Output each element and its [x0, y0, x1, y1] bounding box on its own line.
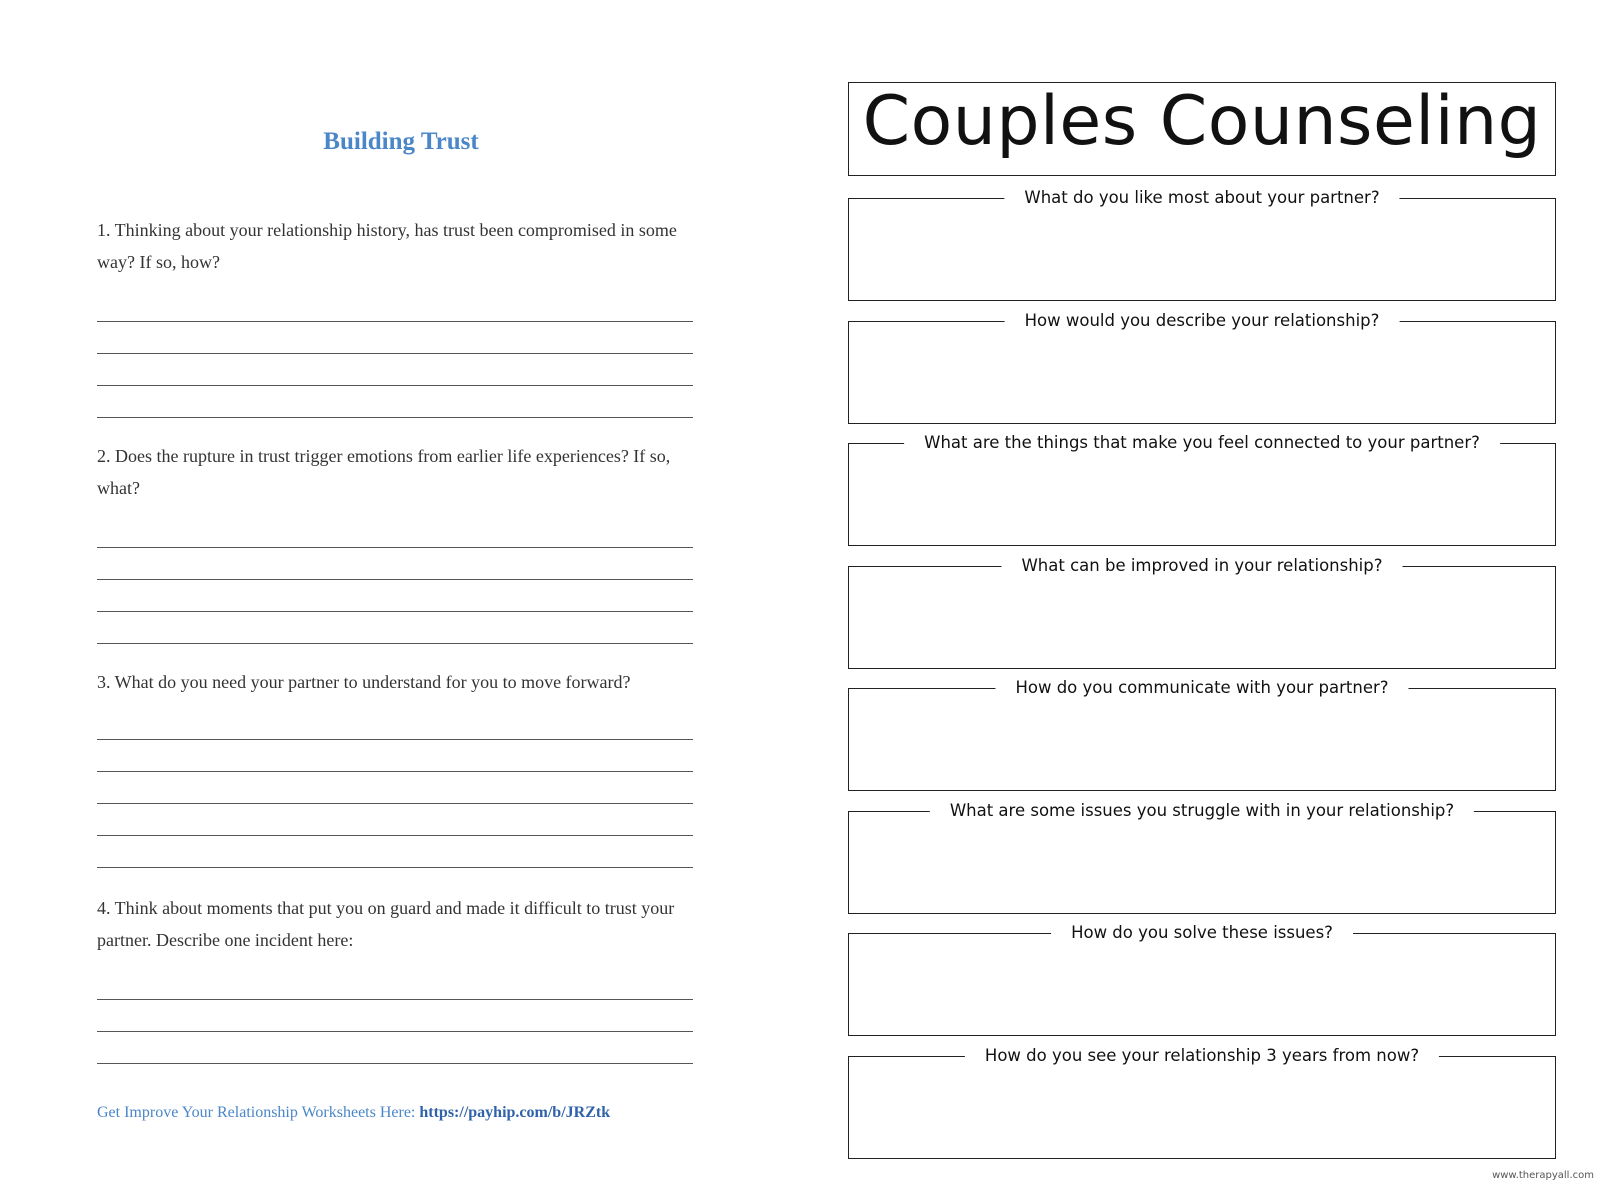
- prompt-label: What do you like most about your partner?: [1004, 185, 1399, 211]
- question-text: 3. What do you need your partner to understand for you to move forward?: [97, 672, 631, 692]
- answer-line[interactable]: [97, 580, 693, 612]
- prompt-label: How do you solve these issues?: [1051, 920, 1353, 946]
- question-3: [97, 666, 707, 868]
- answer-line[interactable]: [97, 740, 693, 772]
- prompt-label: How do you see your relationship 3 years from now?: [965, 1043, 1439, 1069]
- answer-line[interactable]: [97, 804, 693, 836]
- prompt-box[interactable]: [848, 923, 1556, 1036]
- prompt-box[interactable]: [848, 678, 1556, 791]
- answer-line[interactable]: [97, 772, 693, 804]
- answer-line[interactable]: [97, 322, 693, 354]
- question-2: [97, 440, 707, 644]
- worksheet-title: Building Trust: [323, 128, 479, 155]
- question-text: 2. Does the rupture in trust trigger emotions from earlier life experiences? If so, what?: [97, 446, 671, 498]
- question-1: [97, 214, 707, 418]
- answer-line[interactable]: [97, 612, 693, 644]
- answer-line[interactable]: [97, 548, 693, 580]
- answer-line[interactable]: [97, 290, 693, 322]
- prompt-label: How do you communicate with your partner?: [995, 675, 1408, 701]
- answer-lines: [97, 708, 707, 868]
- footer-text: Get Improve Your Relationship Worksheets Here:: [97, 1104, 420, 1121]
- answer-line[interactable]: [97, 386, 693, 418]
- question-text: 1. Thinking about your relationship history, has trust been compromised in some way? If so, how?: [97, 220, 677, 272]
- prompt-box[interactable]: [848, 311, 1556, 424]
- site-credit: www.therapyall.com: [1492, 1170, 1594, 1181]
- answer-line[interactable]: [97, 354, 693, 386]
- answer-line[interactable]: [97, 968, 693, 1000]
- answer-line[interactable]: [97, 516, 693, 548]
- question-text: 4. Think about moments that put you on guard and made it difficult to trust your partner. Describe one incident here:: [97, 898, 675, 950]
- answer-lines: [97, 968, 707, 1064]
- prompt-label: What can be improved in your relationship?: [1001, 553, 1402, 579]
- couples-counseling-worksheet: [848, 0, 1558, 1200]
- prompt-box[interactable]: [848, 188, 1556, 301]
- answer-lines: [97, 290, 707, 418]
- answer-lines: [97, 516, 707, 644]
- prompt-box[interactable]: [848, 801, 1556, 914]
- building-trust-worksheet: [0, 0, 760, 1200]
- question-4: [97, 892, 707, 1064]
- prompt-label: How would you describe your relationship?: [1005, 308, 1400, 334]
- answer-line[interactable]: [97, 708, 693, 740]
- prompt-box[interactable]: [848, 556, 1556, 669]
- prompt-box[interactable]: [848, 433, 1556, 546]
- footer-link[interactable]: https://payhip.com/b/JRZtk: [419, 1104, 611, 1121]
- worksheet-title: Couples Counseling: [862, 82, 1542, 161]
- prompt-box[interactable]: [848, 1046, 1556, 1159]
- prompt-label: What are the things that make you feel connected to your partner?: [904, 430, 1500, 456]
- prompt-label: What are some issues you struggle with in your relationship?: [930, 798, 1474, 824]
- answer-line[interactable]: [97, 836, 693, 868]
- title-box: [848, 82, 1556, 176]
- worksheet-footer: [97, 1104, 610, 1122]
- answer-line[interactable]: [97, 1000, 693, 1032]
- answer-line[interactable]: [97, 1032, 693, 1064]
